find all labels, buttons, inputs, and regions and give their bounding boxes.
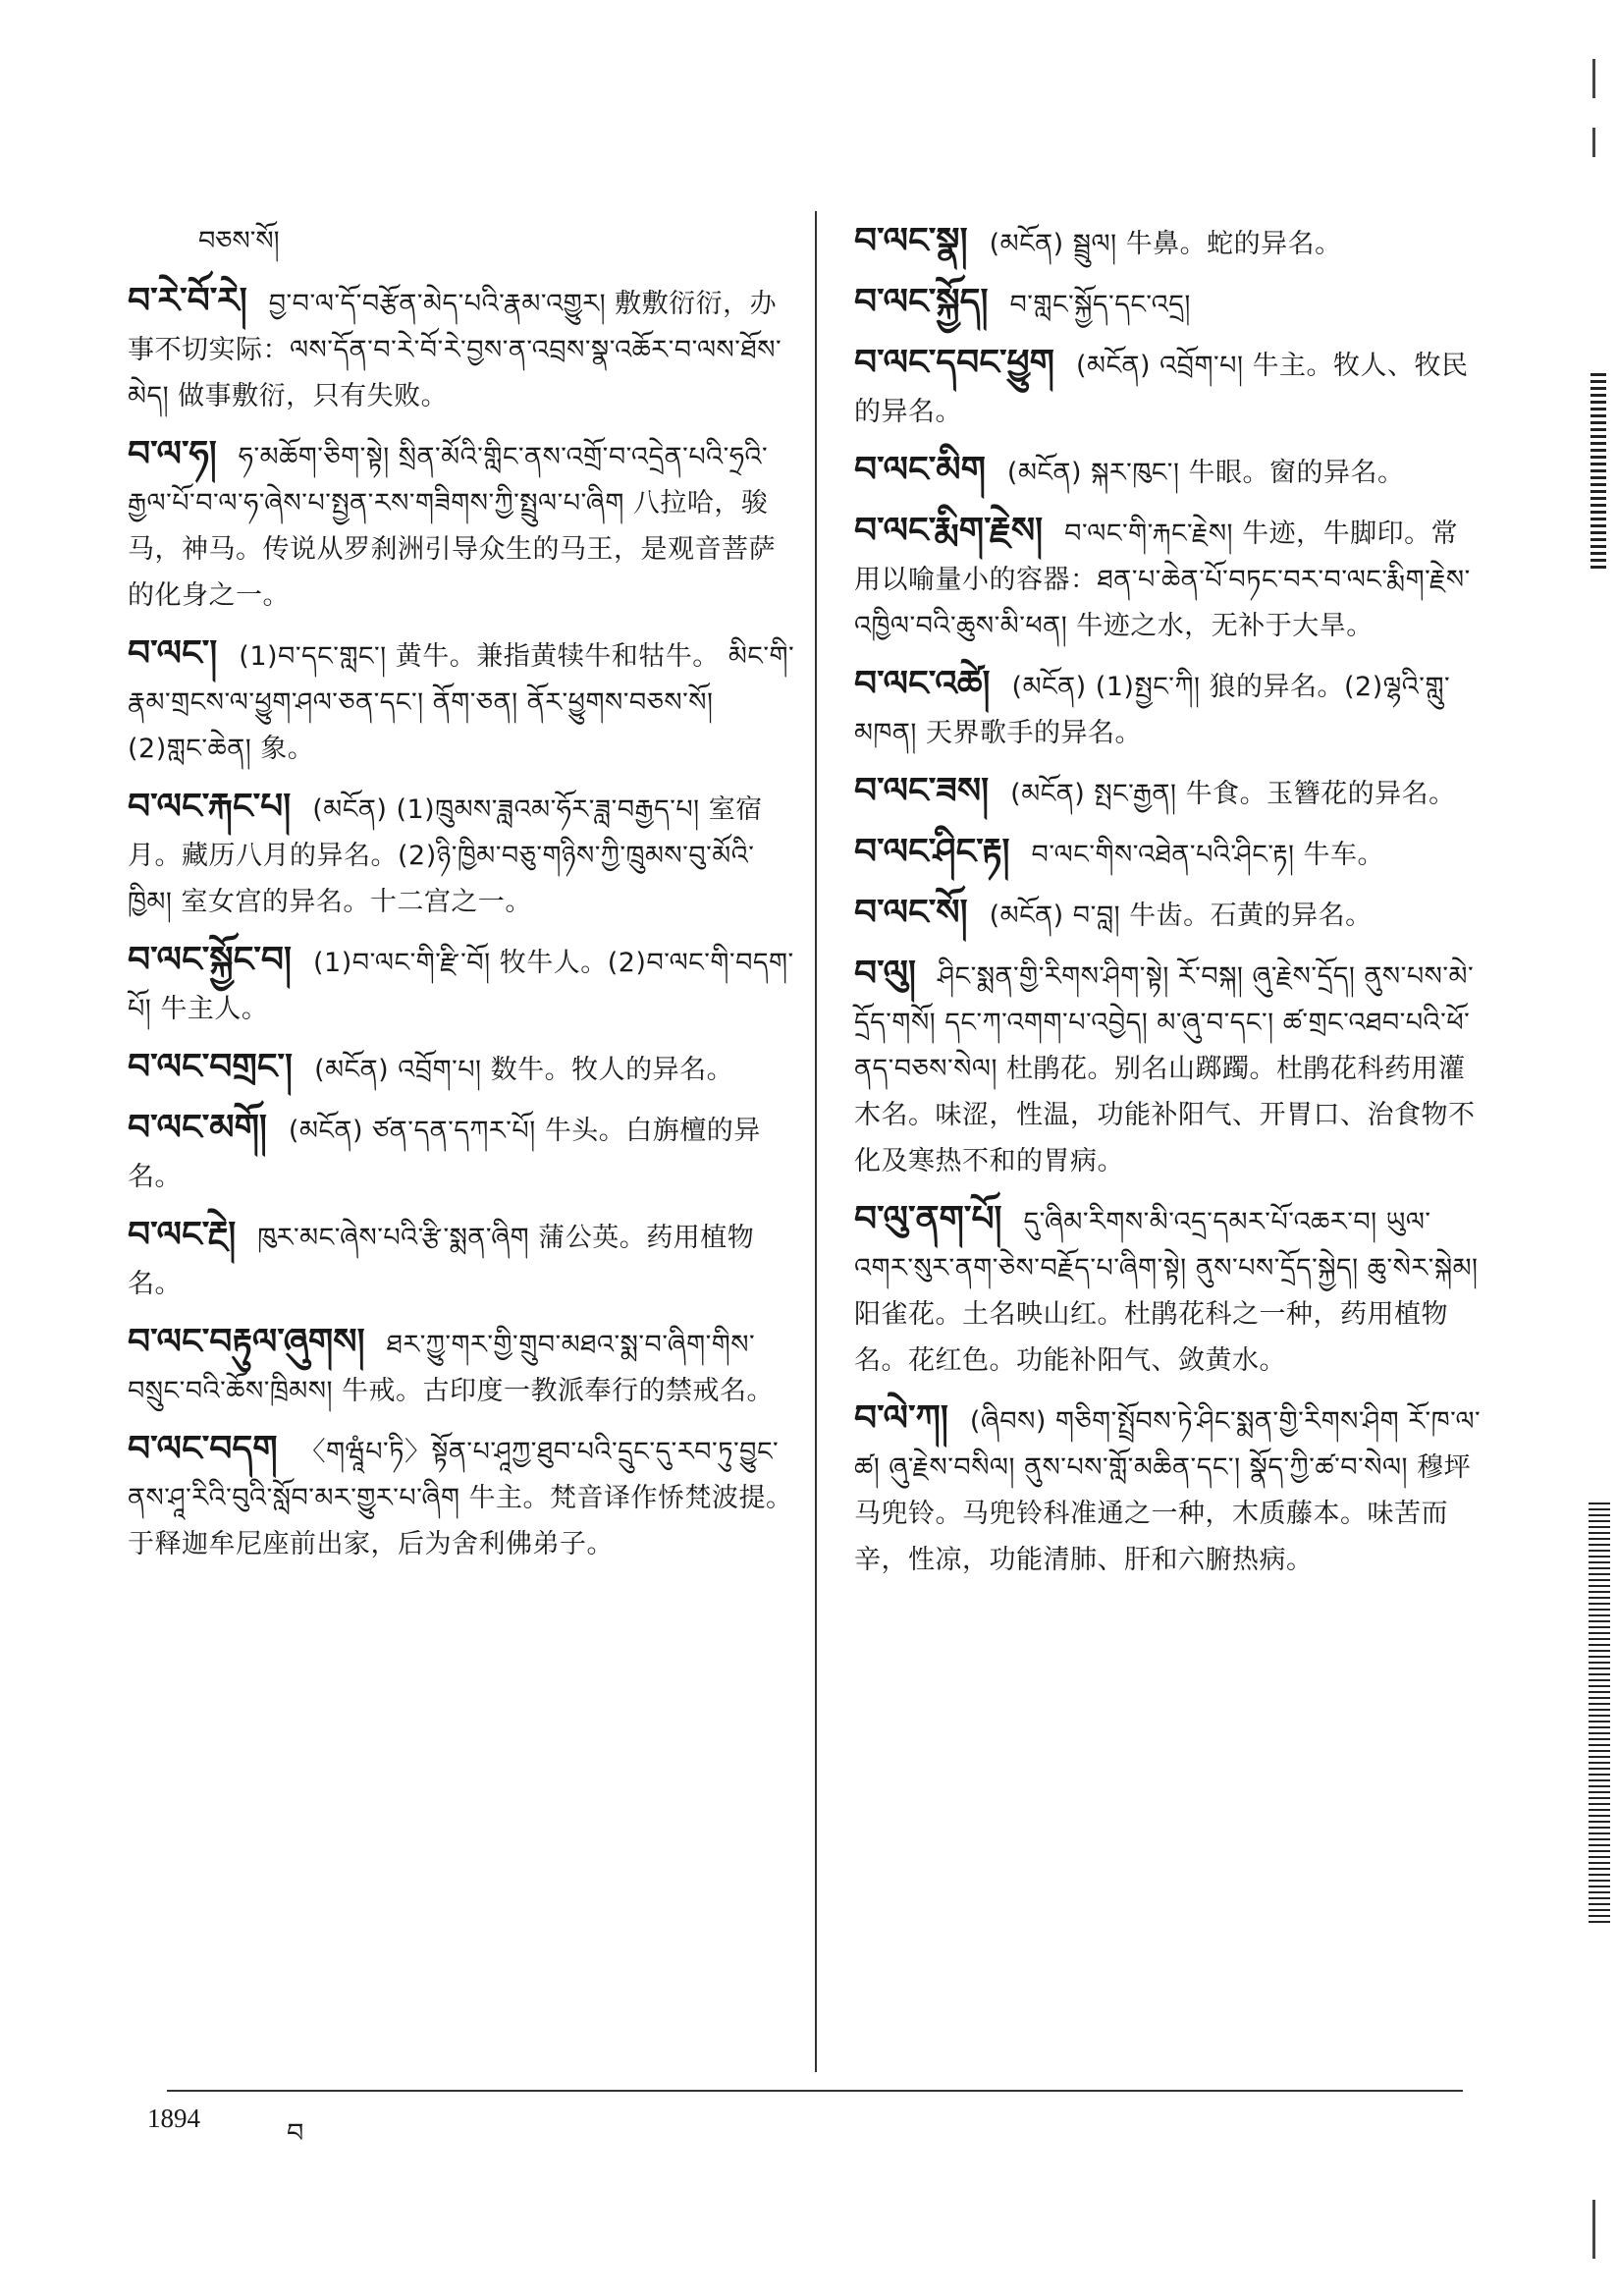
dictionary-entry	[854, 508, 1482, 649]
entry-definition: (1)བ་ལང་གི་རྫི་བོ། 牧牛人。(2)བ་ལང་གི་བདག་པོ། 牛主人。	[128, 948, 794, 1024]
entry-definition: (མངོན) འབྲོག་པ། 数牛。牧人的异名。	[314, 1055, 734, 1085]
scan-edge-mark	[1589, 1503, 1610, 1925]
entry-definition: ཐར་ཀྱུ་གར་གྱི་གྲུབ་མཐའ་སྨ་བ་ཞིག་གིས་བསྲུང་བའི་ཆོས་ཁྲིམས། 牛戒。古印度一教派奉行的禁戒名。	[128, 1330, 775, 1406]
dictionary-entry	[854, 768, 1482, 817]
dictionary-entry	[854, 340, 1482, 435]
continuation-text: བཅས་སོ།	[198, 226, 280, 256]
entry-definition: (མངོན) སྐར་ཁུང་། 牛眼。窗的异名。	[1006, 458, 1405, 488]
entry-headword: བ་ལང་ཤིང་རྟ།	[854, 831, 1010, 872]
section-letter: བ	[287, 2118, 304, 2149]
dictionary-entry	[854, 279, 1482, 328]
entry-definition: (མངོན) སྦྲུལ། 牛鼻。蛇的异名。	[989, 229, 1342, 259]
entry-definition: བ་ལང་གིས་འཐེན་པའི་ཤིང་རྟ། 牛车。	[1031, 840, 1385, 870]
entry-definition: བ་ལང་གི་རྐང་རྗེས། 牛迹，牛脚印。常用以喻量小的容器：ཐན་པ་ཆེན་པོ་བཏང་བར་བ་ལང་རྨིག་རྗེས་འཁྱིལ་བའི་ཆུས་མི་ཕན། 牛迹之水，无补于大旱。	[854, 519, 1471, 641]
entry-headword: བ་ལང་བརྟུལ་ཞུགས།	[128, 1321, 365, 1362]
entry-headword: བ་ལང་སོ།	[854, 892, 968, 933]
entry-headword: བ་ལང་ཟས།	[854, 770, 990, 811]
entry-headword: བ་ལང་མགོ།	[128, 1107, 267, 1148]
scan-edge-mark	[1592, 59, 1595, 98]
entry-headword: བ་ལང་སྐྱོང་བ།	[128, 939, 293, 980]
left-column	[128, 218, 795, 1579]
entry-headword: བ་ལང་རྨིག་རྗེས།	[854, 510, 1044, 551]
entry-headword: བ་ལུ་ནག་པོ།	[854, 1198, 1002, 1239]
dictionary-entry	[128, 1105, 795, 1200]
dictionary-entry	[128, 1426, 795, 1567]
entry-definition: (མངོན) འབྲོག་པ། 牛主。牧人、牧民的异名。	[854, 351, 1469, 427]
scan-edge-mark	[1592, 128, 1595, 157]
entry-headword: བ་ལང་སྐྱོད།	[854, 281, 989, 322]
entry-headword: བ་ལང་།	[128, 632, 218, 674]
dictionary-entry	[854, 661, 1482, 756]
dictionary-entry	[854, 829, 1482, 878]
right-column	[854, 218, 1482, 1595]
entry-definition: (མངོན) ཙན་དན་དཀར་པོ། 牛头。白旃檀的异名。	[128, 1116, 761, 1192]
dictionary-entry	[128, 630, 795, 772]
entry-definition: (མངོན) བ་བླ། 牛齿。石黄的异名。	[989, 901, 1373, 931]
entry-definition: (ཞིབས) གཅིག་སྤྲོབས་ཏེ་ཤིང་སྨན་གྱི་རིགས་ཤིག རོ་ཁ་ལ་ཚ། ཞུ་རྗེས་བསིལ། ནུས་པས་གློ་མཆིན་དང་། སྣོད་ཀྱི་ཚ་བ་སེལ། 穆坪马兜铃。马兜铃科准通之一种，木质藤本。味苦而辛，性凉，功能清肺、肝和六腑热病。	[854, 1406, 1482, 1575]
page-number: 1894	[147, 2104, 200, 2133]
entry-definition: ཁུར་མང་ཞེས་པའི་རྩི་སྨན་ཞིག 蒲公英。药用植物名。	[128, 1223, 755, 1299]
entry-headword: བ་རེ་བོ་རེ།	[128, 280, 247, 321]
dictionary-entry	[854, 1395, 1482, 1583]
dictionary-entry	[854, 218, 1482, 267]
column-divider	[815, 211, 817, 2072]
footer-rule	[167, 2090, 1463, 2092]
dictionary-entry	[128, 937, 795, 1032]
dictionary-entry	[128, 784, 795, 925]
entry-definition: (1)བ་དང་གླང་། 黄牛。兼指黄犊牛和牯牛。 མིང་གི་རྣམ་གྲངས་ལ་ཕྱུག་ཤལ་ཅན་དང་། ནོག་ཅན། ནོར་ཕྱུགས་བཅས་སོ། (2)གླང་ཆེན། 象。	[128, 641, 795, 764]
dictionary-entry	[854, 890, 1482, 939]
entry-headword: བ་ལང་འཚེ།	[854, 663, 991, 704]
entry-definition: (མངོན) (1)ཁྲུམས་ཟླའམ་ཧོར་ཟླ་བརྒྱད་པ། 室宿月。藏历八月的异名。(2)ཉི་ཁྱིམ་བཅུ་གཉིས་ཀྱི་ཁྲུམས་བུ་མོའི་ཁྱིམ། 室女宫的异名。十二宫之一。	[128, 794, 763, 917]
dictionary-entry	[854, 1196, 1482, 1384]
dictionary-entry	[128, 1212, 795, 1307]
entry-headword: བ་ལུ།	[854, 953, 916, 994]
entry-definition: དུ་ཞིམ་རིགས་མི་འདྲ་དམར་པོ་འཆར་བ། ཡུལ་འགར་སུར་ནག་ཅེས་བརྗོད་པ་ཞིག་སྟེ། ནུས་པས་དྲོད་སྐྱེད། ཆུ་སེར་སྐེམ། 阳雀花。土名映山红。杜鹃花科之一种，药用植物名。花红色。功能补阳气、敛黄水。	[854, 1207, 1479, 1376]
entry-headword: བ་ལང་རྐང་པ།	[128, 786, 292, 827]
entry-definition: བྱ་བ་ལ་དོ་བརྩོན་མེད་པའི་རྣམ་འགྱུར། 敷敷衍衍，办事不切实际：ལས་དོན་བ་རེ་བོ་རེ་བྱས་ན་འབྲས་སྣ་འཆོར་བ་ལས་ཐོས་མེད། 做事敷衍，只有失败。	[128, 289, 782, 411]
scan-edge-mark	[1592, 2200, 1595, 2259]
entry-headword: བ་ལང་བགྲང་།	[128, 1046, 294, 1087]
entry-definition: བ་གླང་སྐྱོད་དང་འདྲ།	[1009, 290, 1191, 320]
dictionary-entry	[128, 431, 795, 619]
entry-headword: བ་ལེ་ཀ།	[854, 1397, 948, 1439]
dictionary-entry	[854, 951, 1482, 1184]
entry-headword: བ་ལ་ཧ།	[128, 433, 217, 474]
entry-headword: བ་ལང་དབང་ཕྱུག	[854, 342, 1054, 383]
entry-definition: 〈གཝཱཾཔ་ཏི〉སྟོན་པ་ཤཱཀྱ་ཐུབ་པའི་དྲུང་དུ་རབ་ཏུ་བྱུང་ནས་ཤཱ་རིའི་བུའི་སློབ་མར་གྱུར་པ་ཞིག 牛主。梵音译作㤭梵波提。于释迦牟尼座前出家，后为舍利佛弟子。	[128, 1437, 793, 1559]
entry-definition: ཤིང་སྨན་གྱི་རིགས་ཤིག་སྟེ། རོ་བསྐ། ཞུ་རྗེས་དྲོད། ནུས་པས་མེ་དྲོད་གསོ། དང་ཀ་འགག་པ་འབྱེད། མ་ཞུ་བ་དང་། ཚ་གྲང་འཐབ་པའི་ཕོ་ནད་བཅས་སེལ། 杜鹃花。别名山踯躅。杜鹃花科药用灌木名。味涩，性温，功能补阳气、开胃口、治食物不化及寒热不和的胃病。	[854, 961, 1476, 1176]
entry-headword: བ་ལང་སྣ།	[854, 220, 968, 261]
entry-definition: (མངོན) སྤང་རྒྱན། 牛食。玉簪花的异名。	[1010, 779, 1456, 809]
entry-definition: (མངོན) (1)སྤྱང་ཀི། 狼的异名。(2)ལྷའི་གླུ་མཁན། 天界歌手的异名。	[854, 672, 1451, 748]
dictionary-entry	[128, 1044, 795, 1093]
dictionary-entry	[128, 1319, 795, 1414]
dictionary-entry	[854, 447, 1482, 496]
dictionary-entry	[128, 278, 795, 419]
left-entries	[128, 278, 795, 1567]
right-entries	[854, 218, 1482, 1583]
entry-headword: བ་ལང་རྔེ།	[128, 1214, 237, 1255]
entry-headword: བ་ལང་བདག	[128, 1428, 278, 1469]
entry-headword: བ་ལང་མིག	[854, 449, 986, 490]
entry-definition: ཧ་མཆོག་ཅིག་སྟེ། སྲིན་མོའི་གླིང་ནས་འགྲོ་བ་འདྲེན་པའི་ཧྲའི་རྒྱལ་པོ་བ་ལ་ཧ་ཞེས་པ་སྤྱན་རས་གཟིགས་ཀྱི་སྤྲུལ་པ་ཞིག 八拉哈，骏马，神马。传说从罗刹洲引导众生的马王，是观音菩萨的化身之一。	[128, 442, 776, 611]
scan-edge-mark	[1590, 373, 1606, 570]
